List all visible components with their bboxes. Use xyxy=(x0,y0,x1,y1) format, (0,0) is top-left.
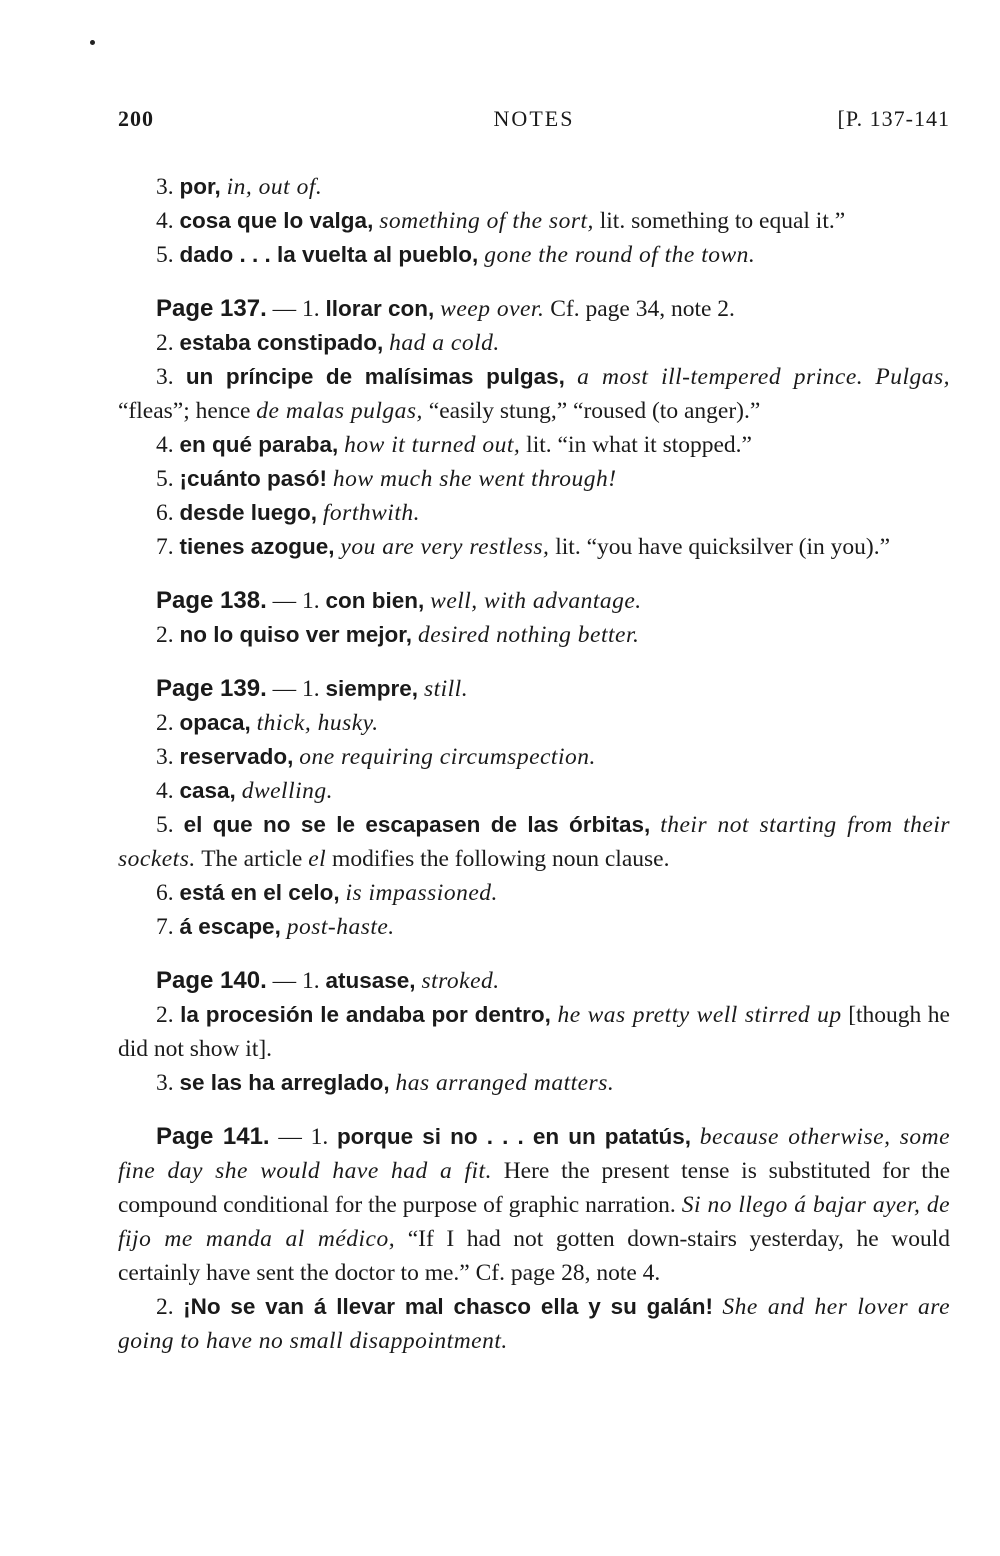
note-item: Page 141. — 1. porque si no . . . en un patatús, because otherwise, some fine day she would have had a fit. Here the present tense is substituted for the compound conditional for the purpose of graphic narration. Si no llego á bajar ayer, de fijo me manda al médico, “If I had not gotten down-stairs yesterday, he would certainly have sent the doctor to me.” Cf. page 28, note 4. xyxy=(118,1123,951,1286)
note-item: 6. desde luego, forthwith. xyxy=(156,500,420,526)
note-item: 2. opaca, thick, husky. xyxy=(156,710,379,736)
note-item: 2. no lo quiso ver mejor, desired nothing better. xyxy=(156,622,640,648)
note-item: 6. está en el celo, is impassioned. xyxy=(156,880,498,906)
section-label: Page 140. xyxy=(156,967,267,994)
section-page-137 xyxy=(118,292,950,564)
note-item: 5. ¡cuánto pasó! how much she went through! xyxy=(156,466,617,492)
section-page-138 xyxy=(118,584,950,652)
section-page-139 xyxy=(118,672,950,944)
note-item: 3. un príncipe de malísimas pulgas, a most ill-tempered prince. Pulgas, “fleas”; hence de malas pulgas, “easily stung,” “roused (to anger).” xyxy=(118,364,950,424)
page-range: [P. 137-141 xyxy=(837,106,950,131)
note-item: Page 137. — 1. llorar con, weep over. Cf. page 34, note 2. xyxy=(156,295,735,322)
note-item: 2. estaba constipado, had a cold. xyxy=(156,330,500,356)
section-label: Page 139. xyxy=(156,675,267,702)
section-label: Page 141. xyxy=(156,1123,270,1150)
note-item: Page 139. — 1. siempre, still. xyxy=(156,675,469,702)
section-page-141 xyxy=(118,1120,950,1358)
note-item: 7. á escape, post-haste. xyxy=(156,914,395,940)
note-item: 3. se las ha arreglado, has arranged matters. xyxy=(156,1070,615,1096)
note-item: 4. casa, dwelling. xyxy=(156,778,334,804)
note-item: 7. tienes azogue, you are very restless, lit. “you have quicksilver (in you).” xyxy=(156,534,891,560)
note-item: 2. ¡No se van á llevar mal chasco ella y su galán! She and her lover are going to have no small disappointment. xyxy=(118,1294,951,1354)
page-number: 200 xyxy=(118,106,154,131)
note-item: 3. por, in, out of. xyxy=(156,174,323,200)
note-item: 3. reservado, one requiring circumspection. xyxy=(156,744,596,770)
note-item: Page 140. — 1. atusase, stroked. xyxy=(156,967,500,994)
note-item: 2. la procesión le andaba por dentro, he was pretty well stirred up [though he did not show it]. xyxy=(118,1002,950,1062)
section-page-140 xyxy=(118,964,950,1100)
section-label: Page 137. xyxy=(156,295,267,322)
running-header xyxy=(118,106,950,138)
section-label: Page 138. xyxy=(156,587,267,614)
note-item: 5. el que no se le escapasen de las órbitas, their not starting from their sockets. The article el modifies the following noun clause. xyxy=(118,812,950,872)
note-item: Page 138. — 1. con bien, well, with advantage. xyxy=(156,587,642,614)
notes-body xyxy=(118,170,950,1358)
speck-mark xyxy=(90,40,95,45)
note-item: 4. cosa que lo valga, something of the sort, lit. something to equal it.” xyxy=(156,208,846,234)
note-item: 5. dado . . . la vuelta al pueblo, gone the round of the town. xyxy=(156,242,756,268)
note-item: 4. en qué paraba, how it turned out, lit. “in what it stopped.” xyxy=(156,432,752,458)
header-title: NOTES xyxy=(493,106,575,131)
